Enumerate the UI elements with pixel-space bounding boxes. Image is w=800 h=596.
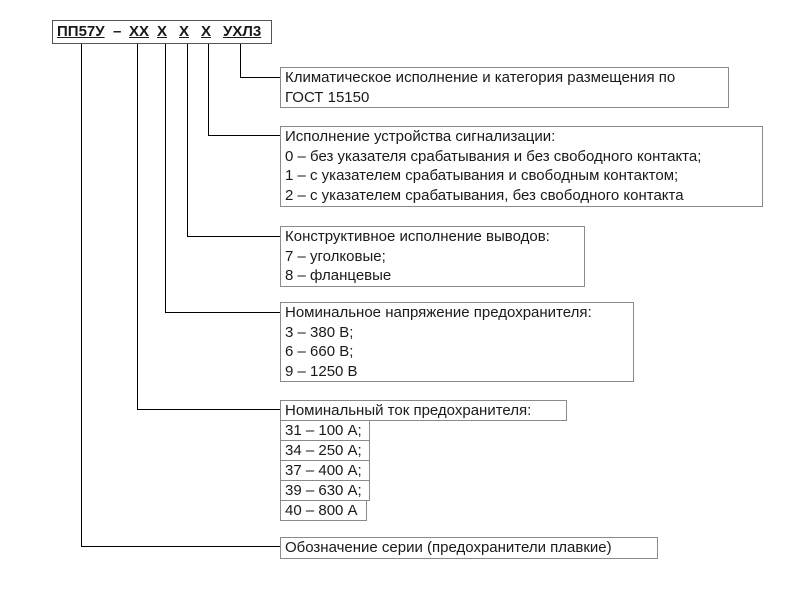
connector-series-vertical bbox=[81, 44, 82, 547]
code-current: ХХ bbox=[129, 23, 150, 40]
current-value: 39 – 630 А; bbox=[285, 482, 362, 499]
current-value: 37 – 400 А; bbox=[285, 462, 362, 479]
code-climate: УХЛ3 bbox=[223, 23, 262, 40]
code-series: ПП57У bbox=[57, 23, 105, 40]
terminals-description-box bbox=[280, 226, 585, 287]
connector-current-vertical bbox=[137, 44, 138, 410]
current-value-box bbox=[280, 420, 370, 441]
connector-signal-vertical bbox=[208, 44, 209, 136]
code-voltage: Х bbox=[157, 23, 168, 40]
voltage-line: 9 – 1250 В bbox=[285, 362, 358, 380]
connector-current-horizontal bbox=[137, 409, 280, 410]
code-signal: Х bbox=[201, 23, 212, 40]
current-value-box bbox=[280, 460, 370, 481]
connector-voltage-vertical bbox=[165, 44, 166, 313]
series-description-box bbox=[280, 537, 658, 559]
signal-line: 0 – без указателя срабатывания и без свободного контакта; bbox=[285, 147, 702, 165]
current-value-box bbox=[280, 480, 370, 501]
signal-line: 2 – с указателем срабатывания, без свободного контакта bbox=[285, 186, 684, 204]
code-terminals: Х bbox=[179, 23, 190, 40]
current-title-box bbox=[280, 400, 567, 421]
terminals-line: 7 – уголковые; bbox=[285, 247, 386, 265]
current-value-box bbox=[280, 440, 370, 461]
connector-terminals-horizontal bbox=[187, 236, 280, 237]
current-value: 31 – 100 А; bbox=[285, 422, 362, 439]
connector-series-horizontal bbox=[81, 546, 280, 547]
voltage-line: Номинальное напряжение предохранителя: bbox=[285, 304, 592, 321]
connector-voltage-horizontal bbox=[165, 312, 280, 313]
signal-description-box bbox=[280, 126, 763, 207]
connector-terminals-vertical bbox=[187, 44, 188, 237]
terminals-line: Конструктивное исполнение выводов: bbox=[285, 228, 550, 245]
terminals-line: 8 – фланцевые bbox=[285, 267, 392, 284]
signal-line: Исполнение устройства сигнализации: bbox=[285, 128, 556, 145]
voltage-line: 3 – 380 В; bbox=[285, 323, 354, 341]
series-line: Обозначение серии (предохранители плавкие) bbox=[285, 539, 612, 556]
voltage-description-box bbox=[280, 302, 634, 382]
code-dash: – bbox=[113, 23, 122, 40]
current-value: 34 – 250 А; bbox=[285, 442, 362, 459]
voltage-line: 6 – 660 В; bbox=[285, 343, 354, 360]
connector-signal-horizontal bbox=[208, 135, 280, 136]
current-value: 40 – 800 А bbox=[285, 502, 358, 519]
signal-line: 1 – с указателем срабатывания и свободным контактом; bbox=[285, 167, 679, 184]
connector-climate-horizontal bbox=[240, 77, 280, 78]
climate-line: ГОСТ 15150 bbox=[285, 88, 370, 106]
current-title: Номинальный ток предохранителя: bbox=[285, 402, 532, 419]
climate-line: Климатическое исполнение и категория размещения по bbox=[285, 69, 676, 86]
climate-description-box bbox=[280, 67, 729, 108]
connector-climate-vertical bbox=[240, 44, 241, 78]
current-value-box bbox=[280, 500, 367, 521]
designation-code bbox=[52, 20, 272, 44]
